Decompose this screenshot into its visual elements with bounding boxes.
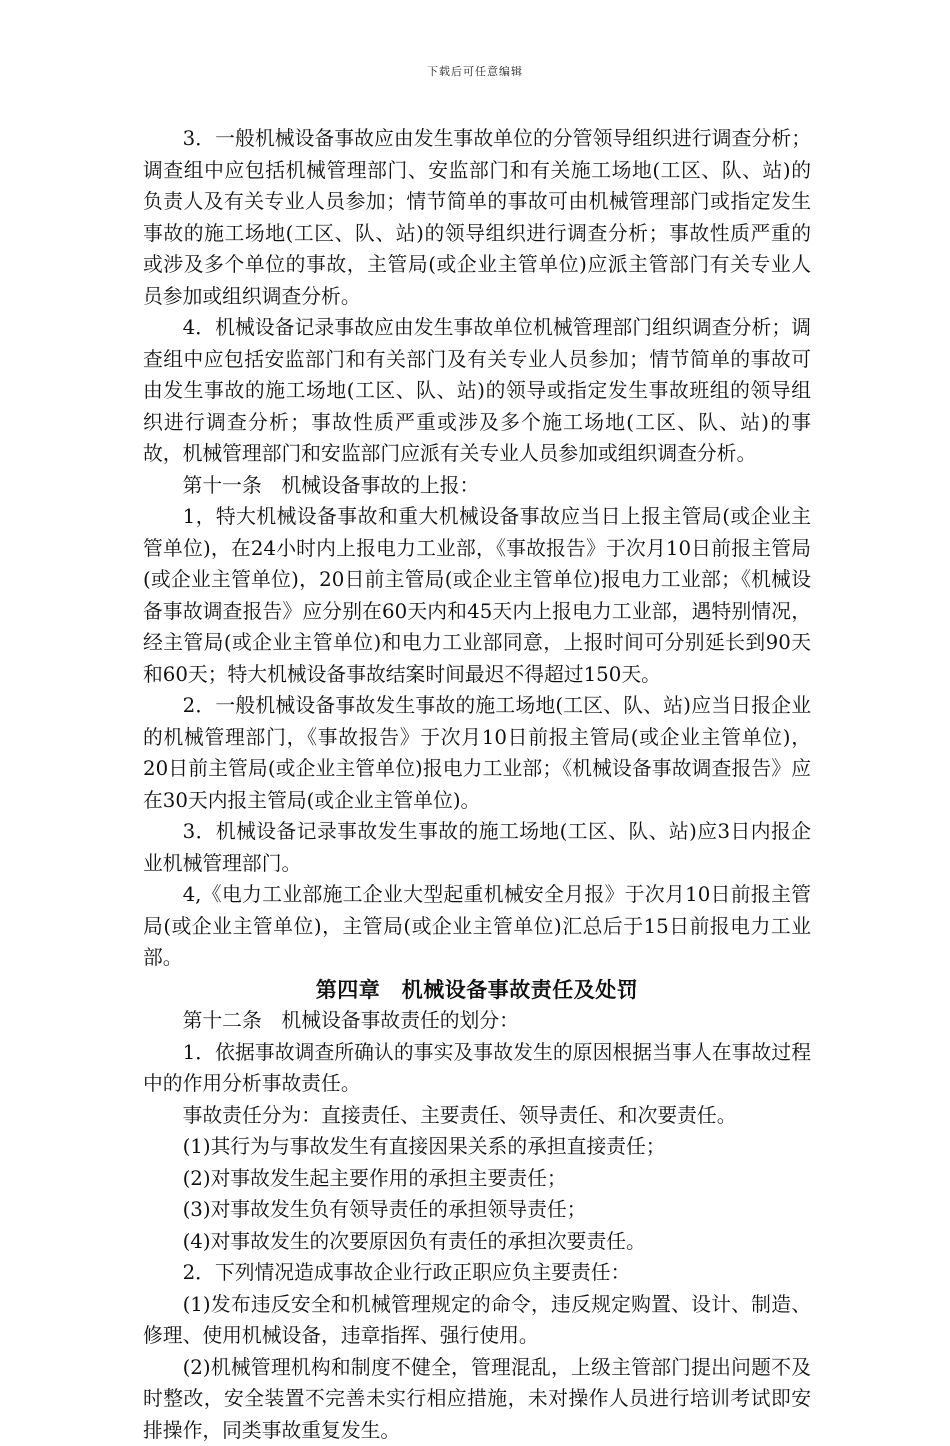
article-heading: 第十一条 机械设备事故的上报： xyxy=(143,470,811,502)
paragraph: 4,《电力工业部施工企业大型起重机械安全月报》于次月10日前报主管局(或企业主管单位)，主管局(或企业主管单位)汇总后于15日前报电力工业部。 xyxy=(143,879,811,974)
chapter-heading: 第四章 机械设备事故责任及处罚 xyxy=(143,974,811,1006)
paragraph: 2．一般机械设备事故发生事故的施工场地(工区、队、站)应当日报企业的机械管理部门，《事故报告》于次月10日前报主管局(或企业主管单位)，20日前主管局(或企业主管单位)报电力工业部；《机械设备事故调查报告》应在30天内报主管局(或企业主管单位)。 xyxy=(143,690,811,816)
document-body xyxy=(143,123,811,1446)
paragraph: 3．机械设备记录事故发生事故的施工场地(工区、队、站)应3日内报企业机械管理部门。 xyxy=(143,816,811,879)
header-note: 下载后可任意编辑 xyxy=(0,63,950,79)
list-item: (2)机械管理机构和制度不健全，管理混乱，上级主管部门提出问题不及时整改，安全装置不完善未实行相应措施，未对操作人员进行培训考试即安排操作，同类事故重复发生。 xyxy=(143,1352,811,1446)
paragraph: 2．下列情况造成事故企业行政正职应负主要责任： xyxy=(143,1257,811,1289)
list-item: (2)对事故发生起主要作用的承担主要责任； xyxy=(143,1163,811,1195)
list-item: (1)发布违反安全和机械管理规定的命令，违反规定购置、设计、制造、修理、使用机械设备，违章指挥、强行使用。 xyxy=(143,1289,811,1352)
article-heading: 第十二条 机械设备事故责任的划分： xyxy=(143,1005,811,1037)
list-item: (1)其行为与事故发生有直接因果关系的承担直接责任； xyxy=(143,1131,811,1163)
list-item: (4)对事故发生的次要原因负有责任的承担次要责任。 xyxy=(143,1226,811,1258)
list-item: (3)对事故发生负有领导责任的承担领导责任； xyxy=(143,1194,811,1226)
paragraph: 1，特大机械设备事故和重大机械设备事故应当日上报主管局(或企业主管单位)，在24小时内上报电力工业部，《事故报告》于次月10日前报主管局(或企业主管单位)，20日前主管局(或企业主管单位)报电力工业部；《机械设备事故调查报告》应分别在60天内和45天内上报电力工业部，遇特别情况，经主管局(或企业主管单位)和电力工业部同意，上报时间可分别延长到90天和60天；特大机械设备事故结案时间最迟不得超过150天。 xyxy=(143,501,811,690)
paragraph: 3．一般机械设备事故应由发生事故单位的分管领导组织进行调查分析；调查组中应包括机械管理部门、安监部门和有关施工场地(工区、队、站)的负责人及有关专业人员参加；情节简单的事故可由机械管理部门或指定发生事故的施工场地(工区、队、站)的领导组织进行调查分析；事故性质严重的或涉及多个单位的事故，主管局(或企业主管单位)应派主管部门有关专业人员参加或组织调查分析。 xyxy=(143,123,811,312)
paragraph: 4．机械设备记录事故应由发生事故单位机械管理部门组织调查分析；调查组中应包括安监部门和有关部门及有关专业人员参加；情节简单的事故可由发生事故的施工场地(工区、队、站)的领导或指定发生事故班组的领导组织进行调查分析；事故性质严重或涉及多个施工场地(工区、队、站)的事故，机械管理部门和安监部门应派有关专业人员参加或组织调查分析。 xyxy=(143,312,811,470)
paragraph: 事故责任分为：直接责任、主要责任、领导责任、和次要责任。 xyxy=(143,1100,811,1132)
paragraph: 1．依据事故调查所确认的事实及事故发生的原因根据当事人在事故过程中的作用分析事故责任。 xyxy=(143,1037,811,1100)
